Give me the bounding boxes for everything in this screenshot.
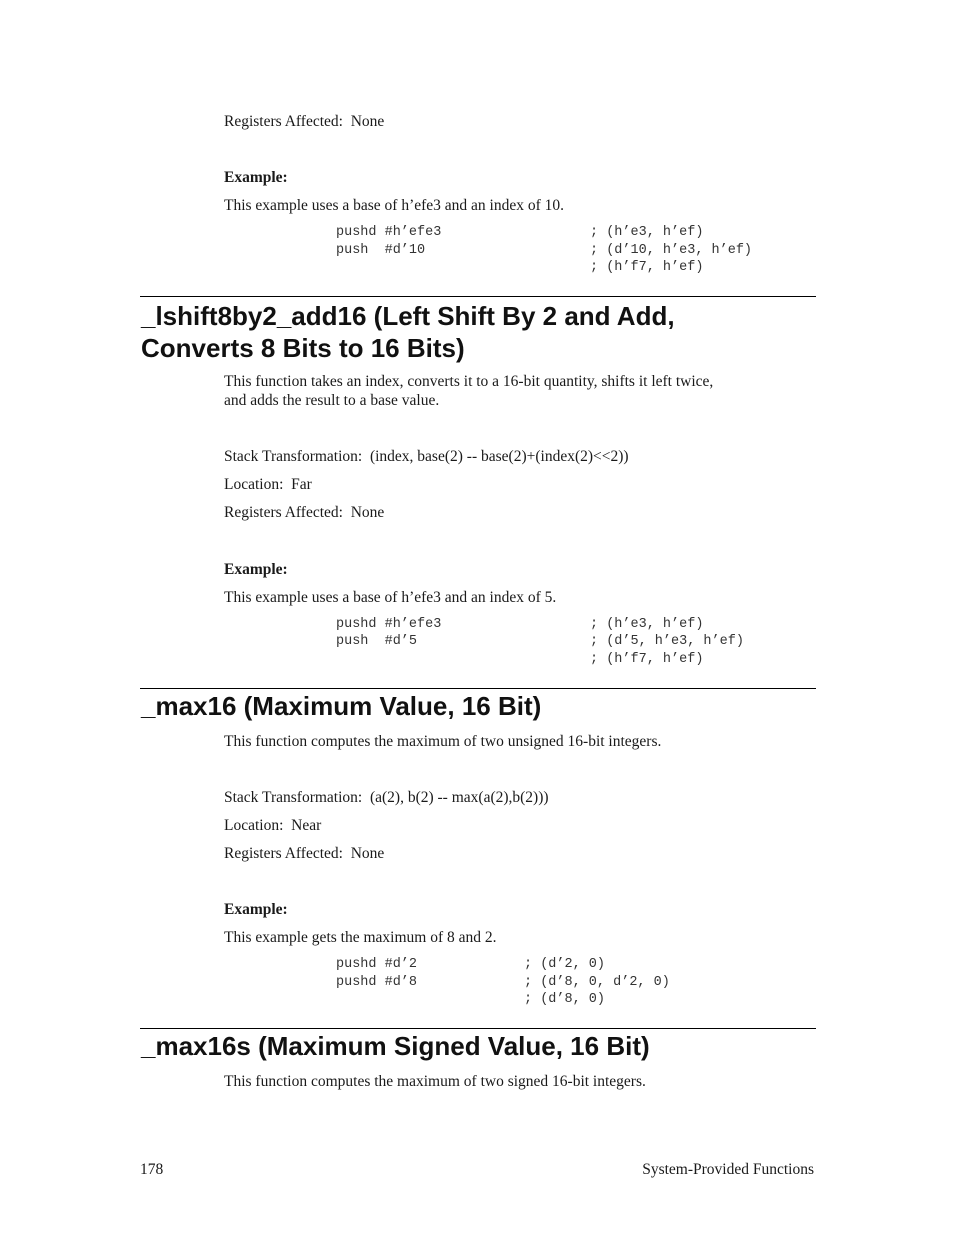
code-comment: ; (h’e3, h’ef) — [590, 225, 704, 240]
registers-affected: Registers Affected: None — [224, 845, 385, 862]
section-title: _max16s (Maximum Signed Value, 16 Bit) — [141, 1031, 650, 1061]
function-description: This function computes the maximum of two unsigned 16-bit integers. — [224, 733, 662, 750]
section-title: _max16 (Maximum Value, 16 Bit) — [141, 691, 542, 721]
code-instruction: push #d’5 — [336, 634, 418, 649]
example-label: Example: — [224, 561, 288, 578]
code-comment: ; (d’2, 0) — [524, 957, 606, 972]
code-comment: ; (h’f7, h’ef) — [590, 652, 704, 667]
registers-affected: Registers Affected: None — [224, 504, 385, 521]
code-comment: ; (d’8, 0, d’2, 0) — [524, 975, 670, 990]
section-title: _lshift8by2_add16 (Left Shift By 2 and Add, — [141, 301, 675, 331]
code-instruction: pushd #d’2 — [336, 957, 418, 972]
location: Location: Near — [224, 817, 322, 834]
code-comment: ; (h’e3, h’ef) — [590, 617, 704, 632]
section-divider — [140, 1028, 816, 1029]
function-description-continued: and adds the result to a base value. — [224, 392, 440, 409]
code-comment: ; (d’8, 0) — [524, 992, 606, 1007]
section-title-continued: Converts 8 Bits to 16 Bits) — [141, 333, 465, 363]
code-instruction: pushd #h’efe3 — [336, 617, 442, 632]
section-divider — [140, 688, 816, 689]
code-instruction: pushd #h’efe3 — [336, 225, 442, 240]
function-description: This function computes the maximum of two signed 16-bit integers. — [224, 1073, 646, 1090]
example-label: Example: — [224, 169, 288, 186]
stack-transformation: Stack Transformation: (a(2), b(2) -- max(a(2),b(2))) — [224, 789, 549, 806]
footer-section-title: System-Provided Functions — [642, 1161, 814, 1178]
registers-affected: Registers Affected: None — [224, 113, 385, 130]
function-description: This function takes an index, converts it to a 16-bit quantity, shifts it left twice, — [224, 373, 714, 390]
page-number: 178 — [140, 1161, 164, 1178]
code-comment: ; (d’10, h’e3, h’ef) — [590, 243, 753, 258]
section-divider — [140, 296, 816, 297]
code-comment: ; (d’5, h’e3, h’ef) — [590, 634, 744, 649]
code-instruction: push #d’10 — [336, 243, 426, 258]
location: Location: Far — [224, 476, 312, 493]
example-description: This example uses a base of h’efe3 and an index of 5. — [224, 589, 557, 606]
example-description: This example uses a base of h’efe3 and an index of 10. — [224, 197, 565, 214]
example-label: Example: — [224, 901, 288, 918]
code-instruction: pushd #d’8 — [336, 975, 418, 990]
code-comment: ; (h’f7, h’ef) — [590, 260, 704, 275]
stack-transformation: Stack Transformation: (index, base(2) -- base(2)+(index(2)<<2)) — [224, 448, 629, 465]
example-description: This example gets the maximum of 8 and 2. — [224, 929, 497, 946]
